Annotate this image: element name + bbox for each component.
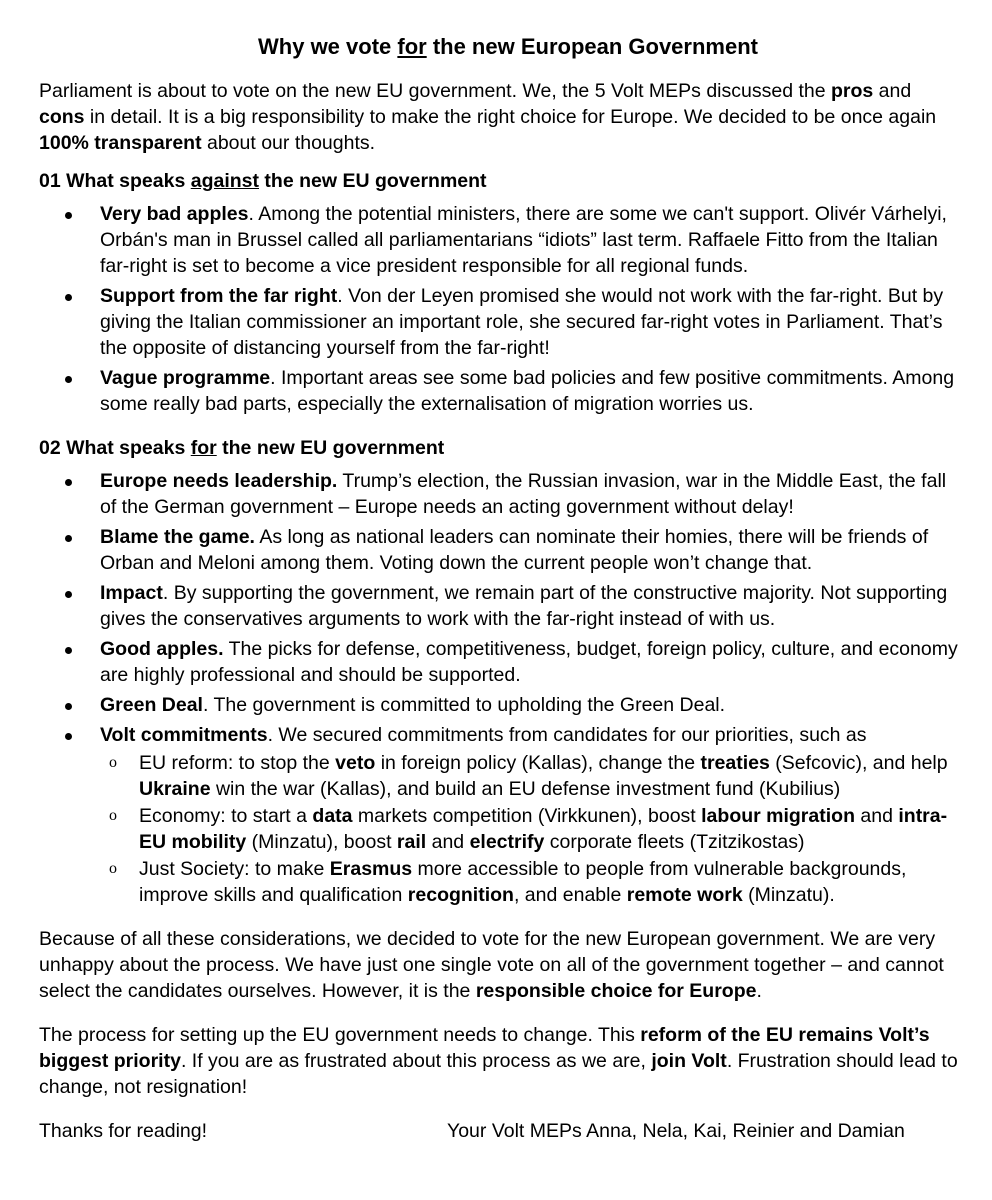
thanks-text: Thanks for reading! <box>39 1120 208 1142</box>
bullet-icon <box>65 703 72 710</box>
list-item: Very bad apples. Among the potential ministers, there are some we can't support. Olivér Várhelyi, Orbán's man in Brussel called all parliamentarians “idiots” last term. Raffaele Fitto from the Italian far-right is set to become a vice president responsible for all regional funds. <box>100 201 959 279</box>
intro-bold-pros: pros <box>830 80 874 102</box>
list-item: Vague programme. Important areas see some bad policies and few positive commitments. Among some really bad parts, especially the externalisation of migration worries us. <box>100 365 959 417</box>
bullet-icon <box>65 376 72 383</box>
intro-bold-cons: cons <box>39 106 85 128</box>
list-item: Impact. By supporting the government, we remain part of the constructive majority. Not supporting gives the conservatives arguments to work with the far-right instead of with us. <box>100 580 959 632</box>
sub-list-item: o Economy: to start a data markets competition (Virkkunen), boost labour migration and intra-EU mobility (Minzatu), boost rail and electrify corporate fleets (Tzitzikostas) <box>109 805 948 853</box>
page-title <box>39 32 959 62</box>
conclusion-paragraph-2: The process for setting up the EU government needs to change. This reform of the EU remains Volt’s biggest priority. If you are as frustrated about this process as we are, join Volt. Frustration should lead to change, not resignation! <box>39 1024 958 1098</box>
bullet-icon <box>65 212 72 219</box>
bullet-icon <box>65 535 72 542</box>
sub-bullet-icon: o <box>109 807 117 824</box>
bullet-icon <box>65 591 72 598</box>
list-item: Europe needs leadership. Trump’s election, the Russian invasion, war in the Middle East, the fall of the German government – Europe needs an acting government without delay! <box>100 468 959 520</box>
volt-commitments-sublist <box>100 750 959 908</box>
bullet-icon <box>65 733 72 740</box>
signature-text: Your Volt MEPs Anna, Nela, Kai, Reinier and Damian <box>447 1120 905 1142</box>
sub-list-item: o EU reform: to stop the veto in foreign policy (Kallas), change the treaties (Sefcovic), and help Ukraine win the war (Kallas), and build an EU defense investment fund (Kubilius) <box>109 752 948 800</box>
list-item: Support from the far right. Von der Leyen promised she would not work with the far-right. But by giving the Italian commissioner an important role, she secured far-right votes in Parliament. That’s the opposite of distancing yourself from the far-right! <box>100 283 959 361</box>
conclusion-paragraph-1: Because of all these considerations, we decided to vote for the new European government. We are very unhappy about the process. We have just one single vote on all of the government together – and cannot select the candidates ourselves. However, it is the responsible choice for Europe. <box>39 928 944 1002</box>
sub-bullet-icon: o <box>109 860 117 877</box>
intro-bold-transparent: 100% transparent <box>39 132 202 154</box>
section-heading-against: 01 What speaks against the new EU government <box>39 170 487 192</box>
document-page <box>39 32 959 1144</box>
title-text-pre: Why we vote <box>258 34 398 59</box>
list-item: Volt commitments. We secured commitments from candidates for our priorities, such as o EU reform: to stop the veto in foreign policy (Kallas), change the treaties (Sefcovic), and help Ukraine win the war (Kallas), and build an EU defense investment fund (Kubilius) o Economy: to start a data markets competition (Virkkunen), boost labour migration and intra-EU mobility (Minzatu), boost rail and electrify corporate fleets (Tzitzikostas) o Just Society: to make Erasmus more accessible to people from vulnerable backgrounds, improve skills and qualification recognition, and enable remote work (Minzatu). <box>100 722 959 908</box>
list-item: Good apples. The picks for defense, competitiveness, budget, foreign policy, culture, and economy are highly professional and should be supported. <box>100 636 959 688</box>
sub-bullet-icon: o <box>109 754 117 771</box>
intro-paragraph: Parliament is about to vote on the new EU government. We, the 5 Volt MEPs discussed the pros and cons in detail. It is a big responsibility to make the right choice for Europe. We decided to be once again 100% transparent about our thoughts. <box>39 80 937 154</box>
bullet-icon <box>65 294 72 301</box>
footer <box>39 1118 959 1144</box>
section-heading-for: 02 What speaks for the new EU government <box>39 437 445 459</box>
sub-list-item: o Just Society: to make Erasmus more accessible to people from vulnerable backgrounds, improve skills and qualification recognition, and enable remote work (Minzatu). <box>109 858 907 906</box>
bullet-icon <box>65 479 72 486</box>
for-list <box>39 468 959 908</box>
list-item: Green Deal. The government is committed to upholding the Green Deal. <box>100 692 959 718</box>
bullet-icon <box>65 647 72 654</box>
title-underlined-word: for <box>397 34 427 59</box>
against-list <box>39 201 959 417</box>
title-text-post: the new European Government <box>426 34 758 59</box>
list-item: Blame the game. As long as national leaders can nominate their homies, there will be friends of Orban and Meloni among them. Voting down the current people won’t change that. <box>100 524 959 576</box>
